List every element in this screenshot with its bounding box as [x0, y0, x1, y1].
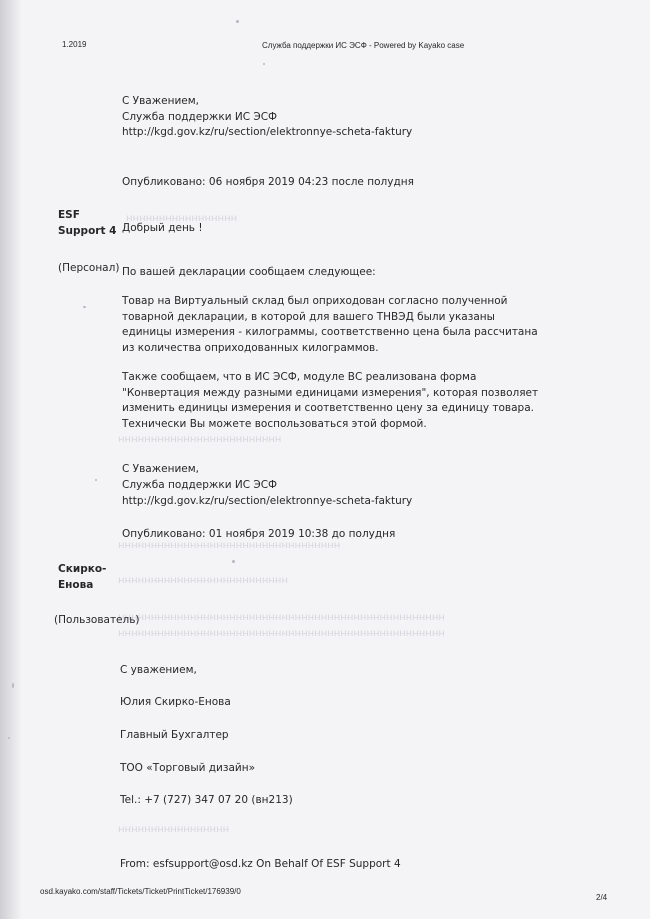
show-through-text: нннннннннннннннннннннннннннннннннннннннннннннннннн: [118, 628, 445, 639]
scan-speck: [83, 306, 86, 308]
message-paragraph: Также сообщаем, что в ИС ЭСФ, модуле ВС реализована форма "Конвертация между разными единицами измерения", которая позволяет изменить единицы измерения и соответственно цену за единицу товара. Технически Вы можете воспользоваться этой формой.: [122, 371, 539, 430]
author-role: (Пользователь): [54, 614, 140, 626]
author-name-line1: Скирко-: [58, 563, 107, 575]
show-through-text: ннннннннннннннннн: [126, 213, 238, 224]
signature-greeting: С Уважением,: [122, 463, 200, 475]
show-through-text: нннннннннннннннннннннннннн: [118, 575, 288, 586]
show-through-text: нннннннннннннннннннннннннннннннннннннннннннннннннн: [118, 612, 445, 623]
email-from-line: From: esfsupport@osd.kz On Behalf Of ESF Support 4: [120, 858, 401, 870]
message-intro: По вашей декларации сообщаем следующее:: [122, 266, 376, 278]
signer-company: ТОО «Торговый дизайн»: [120, 762, 256, 774]
published-date: Опубликовано: 06 ноября 2019 04:23 после полудня: [122, 176, 414, 188]
page-number: 2/4: [596, 893, 608, 902]
scan-speck: [236, 20, 239, 23]
signature-team: Служба поддержки ИС ЭСФ: [122, 479, 278, 491]
signer-position: Главный Бухгалтер: [120, 729, 229, 741]
author-name-line2: Support 4: [58, 225, 117, 237]
signature-team: Служба поддержки ИС ЭСФ: [122, 111, 278, 123]
scan-speck: [12, 683, 14, 688]
signature-url: http://kgd.gov.kz/ru/section/elektronnye-scheta-faktury: [122, 495, 413, 507]
header-title: Служба поддержки ИС ЭСФ - Powered by Kayako case: [262, 41, 465, 50]
author-name-line2: Енова: [58, 579, 94, 591]
scan-speck: [95, 479, 97, 481]
published-date: Опубликовано: 01 ноября 2019 10:38 до полудня: [122, 528, 396, 540]
scan-speck: [263, 63, 265, 65]
signature-greeting: С Уважением,: [122, 95, 200, 107]
scan-speck: [8, 737, 10, 739]
footer-url: osd.kayako.com/staff/Tickets/Ticket/PrintTicket/176939/0: [40, 887, 241, 896]
scan-speck: [232, 560, 235, 563]
show-through-text: ннннннннннннннннннннннннн: [118, 434, 282, 445]
author-name-line1: ESF: [58, 209, 80, 221]
signature-url: http://kgd.gov.kz/ru/section/elektronnye-scheta-faktury: [122, 126, 413, 138]
show-through-text: нннннннннннннннннннннннннннннннннн: [118, 540, 341, 551]
header-date: 1.2019: [62, 40, 87, 49]
signer-phone: Tel.: +7 (727) 347 07 20 (вн213): [120, 794, 293, 806]
message-greeting: Добрый день !: [122, 222, 203, 234]
letter-greeting: С уважением,: [120, 664, 197, 676]
show-through-text: ннннннннннннннннн: [118, 824, 230, 835]
author-role: (Персонал): [58, 262, 120, 274]
message-paragraph: Товар на Виртуальный склад был оприходован согласно полученной товарной декларации, в которой для вашего ТНВЭД были указаны единицы измерения - килограммы, соответственно цена была рассчитана из количества оприходованных килограммов.: [122, 295, 538, 354]
signer-name: Юлия Скирко-Енова: [120, 696, 231, 708]
